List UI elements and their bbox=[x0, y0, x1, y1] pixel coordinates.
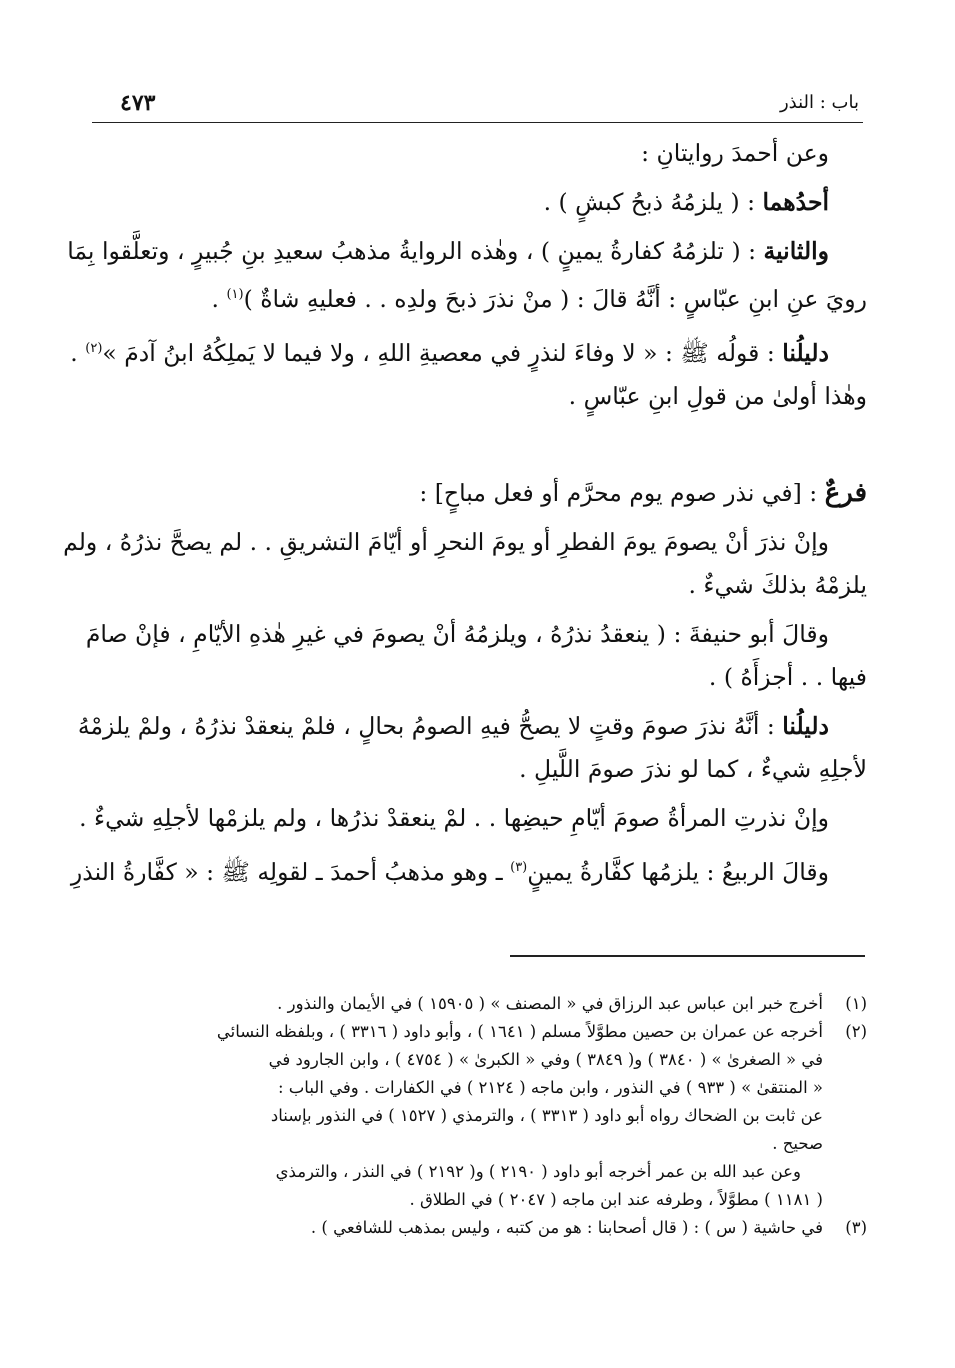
term-label: أحدُهما bbox=[762, 188, 829, 216]
footnote-line: عن ثابت بن الضحاك رواه أبو داود ( ٣٣١٣ ) ، والترمذي ( ١٥٢٧ ) في النذور بإسناد bbox=[270, 1106, 823, 1125]
footnote-number: (٢) bbox=[845, 1022, 867, 1041]
section-gap bbox=[92, 424, 867, 472]
footnote-line: « المنتقىٰ » ( ٩٣٣ ) في النذور ، وابن ماجه ( ٢١٢٤ ) في الكفارات . وفي الباب : bbox=[277, 1078, 823, 1097]
footnote-separator bbox=[510, 955, 865, 957]
paragraph-7 bbox=[77, 705, 867, 791]
text-run: . bbox=[70, 338, 86, 367]
paragraph-9 bbox=[70, 846, 867, 894]
footnote-ref-1[interactable]: (١) bbox=[226, 287, 244, 302]
term-label: دليلُنا bbox=[782, 338, 829, 367]
footnote-3 bbox=[92, 1214, 867, 1242]
text-line bbox=[92, 472, 867, 515]
paragraph-6 bbox=[85, 613, 867, 699]
text-line bbox=[70, 327, 867, 375]
text-line bbox=[77, 705, 867, 748]
section-title: : [في نذر صوم يوم محرَّم أو فعل مباحٍ] : bbox=[419, 478, 825, 507]
text-run: : أنَّهُ نذرَ صومَ وقتٍ لا يصحُّ فيهِ الصومُ بحالٍ ، فلمْ ينعقدْ نذرُهُ ، ولمْ يلزمْهُ bbox=[77, 711, 783, 740]
footnote-line: صحيح . bbox=[772, 1134, 823, 1153]
text-line bbox=[70, 846, 867, 894]
text-line bbox=[92, 181, 829, 224]
footnote-line: ( ١١٨١ ) مطوَّلاً ، وطرفه عند ابن ماجه ( ٢٠٤٧ ) في الطلاق . bbox=[409, 1190, 823, 1209]
text-line bbox=[67, 230, 867, 273]
text-run: ـ وهو مذهبُ أحمدَ ـ لقولِه ﷺ : « كفَّارةُ النذرِ bbox=[70, 857, 511, 886]
text-run: : ( يلزمُهُ ذبحُ كبشٍ ) . bbox=[543, 188, 763, 216]
text-line: وقالَ أبو حنيفةَ : ( ينعقدُ نذرُهُ ، ويلزمُهُ أنْ يصومَ في غيرِ هٰذهِ الأيّامِ ، فإنْ صامَ bbox=[85, 619, 829, 648]
section-heading bbox=[92, 472, 867, 515]
text-line: وعن أحمدَ روايتانِ : bbox=[641, 139, 829, 167]
footnote-2 bbox=[92, 1018, 867, 1214]
paragraph-1 bbox=[92, 132, 867, 175]
footnotes bbox=[92, 990, 867, 1242]
footnote-line: وعن عبد الله بن عمر أخرجه أبو داود ( ٢١٩٠ ) و( ٢١٩٢ ) في النذر ، والترمذي bbox=[275, 1162, 801, 1181]
text-line: لأجلِهِ شيءٌ ، كما لو نذرَ صومَ اللَّيلِ . bbox=[519, 754, 867, 783]
text-line: يلزمْهُ بذلكَ شيءٌ . bbox=[688, 570, 867, 599]
footnote-ref-2[interactable]: (٢) bbox=[85, 340, 103, 356]
paragraph-8 bbox=[79, 797, 867, 840]
text-line bbox=[92, 273, 867, 321]
running-header bbox=[92, 86, 863, 123]
footnote-number: (٣) bbox=[845, 1218, 867, 1237]
footnote-line: في « الصغرىٰ » ( ٣٨٤٠ ) و( ٣٨٤٩ ) وفي « الكبرىٰ » ( ٤٧٥٤ ) ، وابن الجارود في bbox=[268, 1050, 823, 1069]
main-text bbox=[63, 132, 867, 899]
footnote-line: أخرج خبر ابن عباس عبد الرزاق في « المصنف » ( ١٥٩٠٥ ) في الأيمان والنذور . bbox=[277, 994, 823, 1013]
term-label: دليلُنا bbox=[782, 711, 829, 740]
footnote-1 bbox=[92, 990, 867, 1018]
text-line: وإنْ نذرتِ المرأةُ صومَ أيّامِ حيضِها . . لمْ ينعقدْ نذرُها ، ولم يلزمْها لأجلِهِ شيءٌ . bbox=[79, 803, 829, 832]
page-number: ٤٧٣ bbox=[120, 90, 156, 116]
text-run: وقالَ الربيعُ : يلزمُها كفَّارةُ يمينٍ bbox=[527, 857, 829, 886]
text-run: رويَ عنِ ابنِ عبّاسٍ : أنَّهُ قالَ : ( منْ نذرَ ذبحَ ولدِه . . فعليهِ شاةٌ ) bbox=[243, 284, 867, 313]
paragraph-4 bbox=[70, 327, 867, 418]
term-label: والثانية bbox=[763, 237, 829, 265]
paragraph-5 bbox=[63, 521, 867, 607]
paragraph-2 bbox=[92, 181, 867, 224]
section-label: فرعٌ bbox=[824, 477, 867, 508]
footnote-ref-3[interactable]: (٣) bbox=[510, 859, 528, 875]
text-line: فيها . . أجزأَهُ ) . bbox=[708, 662, 867, 691]
text-run: . bbox=[211, 284, 227, 313]
footnote-number: (١) bbox=[845, 994, 867, 1013]
text-line: وإنْ نذرَ أنْ يصومَ يومَ الفطرِ أو يومَ النحرِ أو أيّامَ التشريقِ . . لم يصحَّ نذرُهُ ، ولم bbox=[63, 527, 829, 556]
text-line: وهٰذا أولىٰ من قولِ ابنِ عبّاسٍ . bbox=[568, 381, 867, 410]
text-run: : قولُه ﷺ : « لا وفاءَ لنذرٍ في معصيةِ اللهِ ، ولا فيما لا يَملِكُهُ ابنُ آدمَ » bbox=[102, 338, 783, 367]
footnote-line: في حاشية ( س ) : ( قال أصحابنا : هو من كتبه ، وليس بمذهب للشافعي ) . bbox=[310, 1218, 823, 1237]
chapter-title: باب : النذر bbox=[779, 92, 859, 113]
text-run: : ( تلزمُهُ كفارةُ يمينٍ ) ، وهٰذه الروايةُ مذهبُ سعيدِ بنِ جُبيرٍ ، وتعلَّقوا بِمَا bbox=[67, 237, 764, 265]
paragraph-3 bbox=[67, 230, 867, 321]
footnote-line: أخرجه عن عمران بن حصين مطوَّلاً مسلم ( ١٦٤١ ) ، وأبو داود ( ٣٣١٦ ) ، وبلفظه النسائي bbox=[216, 1022, 823, 1041]
